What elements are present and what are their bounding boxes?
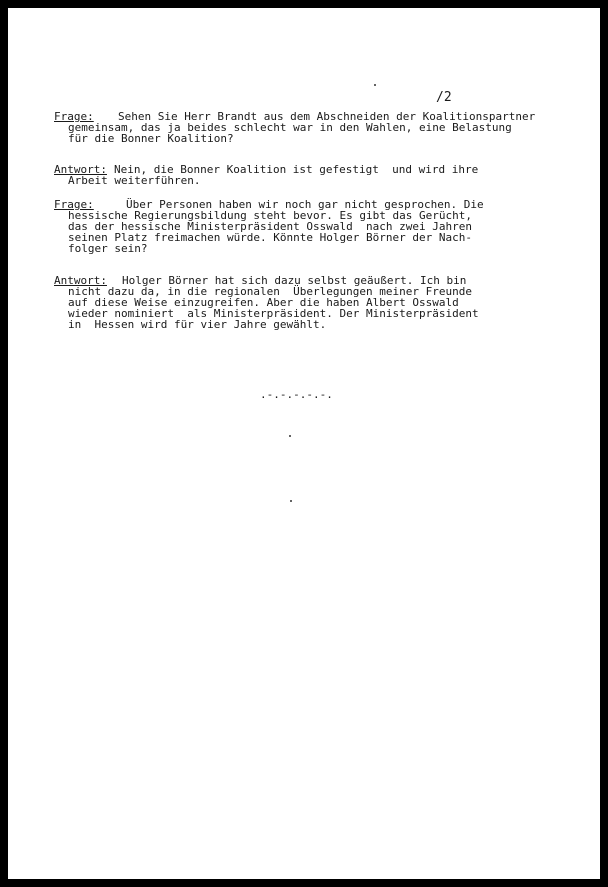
scan-speck (289, 435, 291, 437)
scan-speck (374, 84, 376, 86)
text-line: das der hessische Ministerpräsident Osswald nach zwei Jahren (68, 220, 472, 233)
text-line: auf diese Weise einzugreifen. Aber die haben Albert Osswald (68, 296, 459, 309)
page-number: /2 (436, 90, 452, 105)
answer-2 (54, 275, 584, 330)
text-line: Über Personen haben wir noch gar nicht gesprochen. Die (126, 198, 484, 211)
text-line: folger sein? (68, 242, 148, 255)
document-page (8, 8, 600, 879)
text-line: für die Bonner Koalition? (68, 132, 234, 145)
answer-label: Antwort: (54, 274, 107, 287)
answer-1 (54, 164, 584, 186)
text-line: Nein, die Bonner Koalition ist gefestigt und wird ihre (114, 163, 479, 176)
text-line: Sehen Sie Herr Brandt aus dem Abschneiden der Koalitionspartner (118, 110, 536, 123)
text-line: Holger Börner hat sich dazu selbst geäußert. Ich bin (122, 274, 467, 287)
text-line: nicht dazu da, in die regionalen Überlegungen meiner Freunde (68, 285, 472, 298)
scan-speck (290, 500, 292, 502)
question-label: Frage: (54, 198, 94, 211)
section-separator: .-.-.-.-.-. (260, 388, 333, 401)
text-line: wieder nominiert als Ministerpräsident. Der Ministerpräsident (68, 307, 479, 320)
text-line: gemeinsam, das ja beides schlecht war in den Wahlen, eine Belastung (68, 121, 512, 134)
question-2 (54, 199, 584, 254)
text-line: Arbeit weiterführen. (68, 174, 201, 187)
text-line: hessische Regierungsbildung steht bevor. Es gibt das Gerücht, (68, 209, 472, 222)
text-line: seinen Platz freimachen würde. Könnte Holger Börner der Nach- (68, 231, 472, 244)
question-label: Frage: (54, 110, 94, 123)
question-1 (54, 111, 584, 144)
text-line: in Hessen wird für vier Jahre gewählt. (68, 318, 327, 331)
answer-label: Antwort: (54, 163, 107, 176)
